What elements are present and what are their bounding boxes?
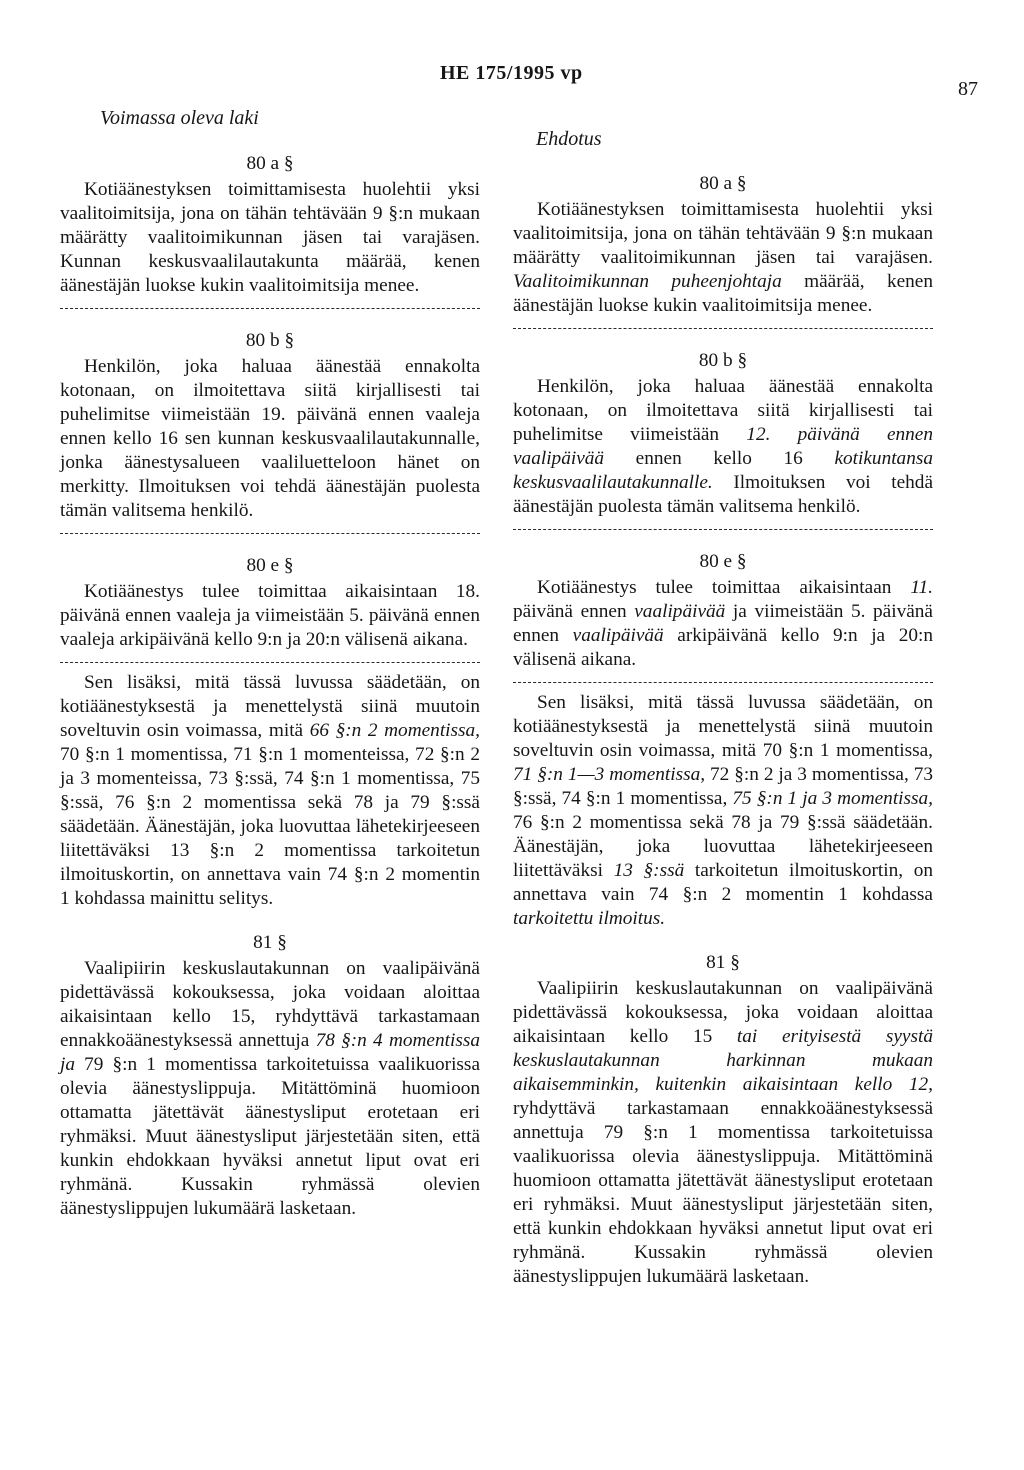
omission-line (513, 529, 933, 530)
section-80a-proposal (513, 172, 933, 329)
section-text-paragraph-2: Sen lisäksi, mitä tässä luvussa säädetään, on kotiäänestyksestä ja menettelystä siinä muutoin soveltuvin osin voimassa, mitä 66 §:n 2 momentissa, 70 §:n 1 momentissa, 71 §:n 1 momenteissa, 72 §:n 2 ja 3 momenteissa, 73 §:ssä, 74 §:n 1 momentissa, 75 §:ssä, 76 §:n 2 momentissa sekä 78 ja 79 §:ssä säädetään. Äänestäjän, joka luovuttaa lähetekirjeeseen liitettäväksi 13 §:n 2 momentissa tarkoitetun ilmoituskortin, on annettava vain 74 §:n 2 momentin 1 kohdassa mainittu selitys. (60, 672, 480, 909)
section-80b-proposal (513, 349, 933, 530)
section-text: Henkilön, joka haluaa äänestää ennakolta kotonaan, on ilmoitettava siitä kirjallisesti tai puhelimitse viimeistään 12. päivänä ennen vaalipäivää ennen kello 16 kotikuntansa keskusvaalilautakunnalle. Ilmoituksen voi tehdä äänestäjän puolesta tämän valitsema henkilö. (513, 376, 933, 517)
section-text: Kotiäänestyksen toimittamisesta huolehtii yksi vaalitoimitsija, jona on tähän tehtävään 9 §:n mukaan määrätty vaalitoimikunnan jäsen tai varajäsen. Kunnan keskusvaalilautakunta määrää, kenen äänestäjän luokse kukin vaalitoimitsija menee. (60, 179, 480, 296)
section-text: Kotiäänestys tulee toimittaa aikaisintaan 18. päivänä ennen vaaleja ja viimeistään 5. päivänä ennen vaaleja arkipäivänä kello 9:n ja 20:n välisenä aikana. (60, 581, 480, 650)
section-81-current (60, 931, 480, 1221)
left-column-heading: Voimassa oleva laki (100, 107, 259, 129)
section-text: Vaalipiirin keskuslautakunnan on vaalipäivänä pidettävässä kokouksessa, joka voidaan aloittaa aikaisintaan kello 15, ryhdyttävä tarkastamaan ennakkoäänestyksessä annettuja 78 §:n 4 momentissa ja 79 §:n 1 momentissa tarkoitetuissa vaalikuorissa olevia äänestyslippuja. Mitättöminä huomioon ottamatta jätettävät äänestysliput erotetaan eri ryhmäksi. Muut äänestysliput järjestetään siten, että kunkin ehdokkaan hyväksi annetut liput ovat eri ryhmänä. Kussakin ryhmässä olevien äänestyslippujen lukumäärä lasketaan. (60, 958, 480, 1219)
omission-line (513, 328, 933, 329)
section-text: Vaalipiirin keskuslautakunnan on vaalipäivänä pidettävässä kokouksessa, joka voidaan aloittaa aikaisintaan kello 15 tai erityisestä syystä keskuslautakunnan harkinnan mukaan aikaisemminkin, kuitenkin aikaisintaan kello 12, ryhdyttävä tarkastamaan ennakkoäänestyksessä annettuja 79 §:n 1 momentissa tarkoitetuissa vaalikuorissa olevia äänestyslippuja. Mitättöminä huomioon ottamatta jätettävät äänestysliput erotetaan eri ryhmäksi. Muut äänestysliput järjestetään siten, että kunkin ehdokkaan hyväksi annetut liput ovat eri ryhmänä. Kussakin ryhmässä olevien äänestyslippujen lukumäärä lasketaan. (513, 978, 933, 1287)
omission-line (60, 662, 480, 663)
omission-line (60, 308, 480, 309)
current-law-column (60, 152, 480, 1241)
omission-line (513, 682, 933, 683)
section-text: Kotiäänestys tulee toimittaa aikaisintaan 11. päivänä ennen vaalipäivää ja viimeistään 5. päivänä ennen vaalipäivää arkipäivänä kello 9:n ja 20:n välisenä aikana. (513, 577, 933, 670)
section-text: Henkilön, joka haluaa äänestää ennakolta kotonaan, on ilmoitettava siitä kirjallisesti tai puhelimitse viimeistään 19. päivänä ennen vaaleja ennen kello 16 sen kunnan keskusvaalilautakunnalle, jonka äänestysalueen vaaliluetteloon hänet on merkitty. Ilmoituksen voi tehdä äänestäjän puolesta tämän valitsema henkilö. (60, 356, 480, 521)
section-title: 80 b § (698, 350, 748, 371)
section-80a-current (60, 152, 480, 309)
document-id: HE 175/1995 vp (440, 62, 583, 84)
section-80e-proposal (513, 550, 933, 931)
section-title: 81 § (706, 952, 740, 973)
section-text-paragraph-2: Sen lisäksi, mitä tässä luvussa säädetään, on kotiäänestyksestä ja menettelystä siinä muutoin soveltuvin osin voimassa, mitä 70 §:n 1 momentissa, 71 §:n 1—3 momentissa, 72 §:n 2 ja 3 momentissa, 73 §:ssä, 74 §:n 1 momentissa, 75 §:n 1 ja 3 momentissa, 76 §:n 2 momentissa sekä 78 ja 79 §:ssä säädetään. Äänestäjän, joka luovuttaa lähetekirjeeseen liitettäväksi 13 §:ssä tarkoitetun ilmoituskortin, on annettava vain 74 §:n 2 momentin 1 kohdassa tarkoitettu ilmoitus. (513, 692, 934, 929)
page-number: 87 (958, 78, 978, 100)
section-title: 80 e § (699, 551, 747, 572)
proposal-column (513, 172, 933, 1309)
section-title: 80 a § (246, 153, 294, 174)
section-81-proposal (513, 951, 933, 1289)
section-title: 80 e § (246, 555, 294, 576)
section-title: 80 b § (245, 330, 295, 351)
section-80e-current (60, 554, 480, 911)
right-column-heading: Ehdotus (536, 128, 602, 150)
section-80b-current (60, 329, 480, 534)
section-title: 81 § (253, 932, 287, 953)
section-text: Kotiäänestyksen toimittamisesta huolehtii yksi vaalitoimitsija, jona on tähän tehtävään 9 §:n mukaan määrätty vaalitoimikunnan jäsen tai varajäsen. Vaalitoimikunnan puheenjohtaja määrää, kenen äänestäjän luokse kukin vaalitoimitsija menee. (513, 199, 933, 316)
section-title: 80 a § (699, 173, 747, 194)
omission-line (60, 533, 480, 534)
